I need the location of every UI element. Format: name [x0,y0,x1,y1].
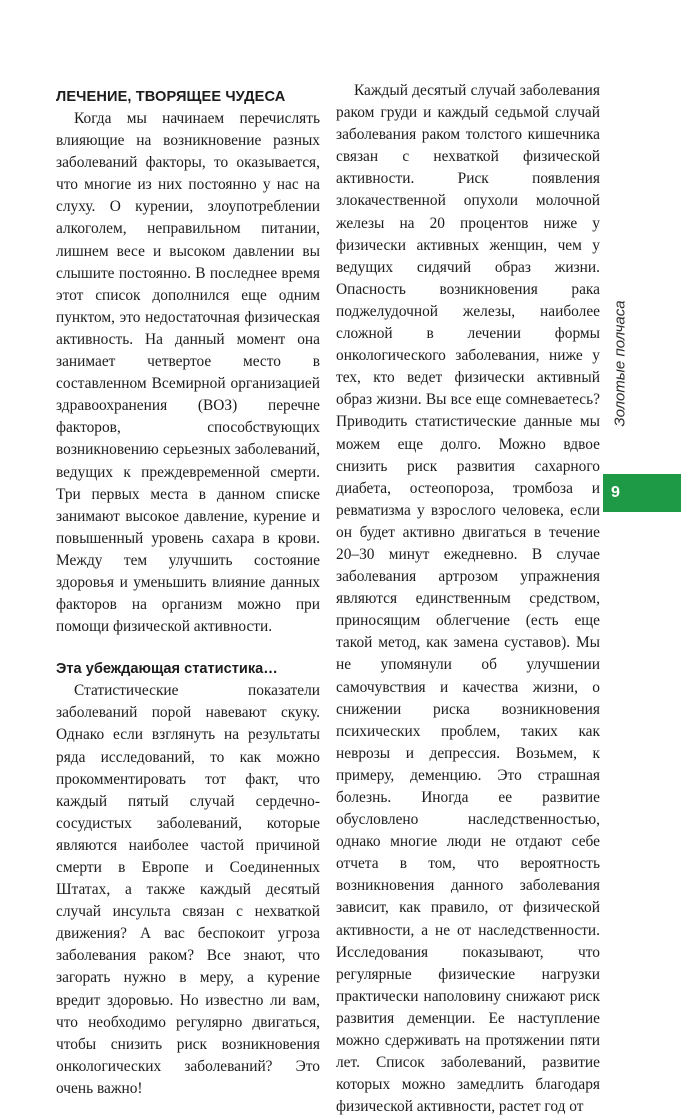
right-column [336,80,600,1118]
page-number: 9 [611,484,620,501]
section-heading: ЛЕЧЕНИЕ, ТВОРЯЩЕЕ ЧУДЕСА [56,89,286,105]
paragraph-intro: Когда мы начинаем перечислять влияющие на возникновение разных заболеваний факторы, то оказывается, что многие из них постоянно у нас на слуху. О курении, злоупотреблении алкоголем, неправильном питании, лишнем весе и высоком давлении вы слышите постоянно. В последнее время этот список дополнился еще одним пунктом, это недостаточная физическая активность. На данный момент она занимает четвертое место в составленном Всемирной организацией здравоохранения (ВОЗ) перечне факторов, способствующих возникновению серьезных заболеваний, ведущих к преждевременной смерти. Три первых места в данном списке занимают высокое давление, курение и повышенный уровень сахара в крови. Между тем улучшить состояние здоровья и уменьшить влияние данных факторов на организм можно при помощи физической активности. [56,110,320,636]
running-title [605,258,635,468]
subheading: Эта убеждающая статистика… [56,661,278,678]
paragraph-statistics: Статистические показатели заболеваний порой навевают скуку. Однако если взглянуть на результаты ряда исследований, то как можно прокомментировать тот факт, что каждый пятый случай сердечно-сосудистых заболеваний, которые являются наиболее частой причиной смерти в Европе и Соединенных Штатах, а также каждый десятый случай инсульта связан с нехваткой движения? А вас беспокоит угроза заболевания раком? Все знают, что загорать нужно в меру, а курение вредит здоровью. Но известно ли вам, что необходимо регулярно двигаться, чтобы снизить риск возникновения онкологических заболеваний? Это очень важно! [56,682,320,1097]
paragraph-diseases: Каждый десятый случай заболевания раком груди и каждый седьмой случай заболевания раком толстого кишечника связан с нехваткой физической активности. Риск появления злокачественной опухоли молочной железы на 20 процентов ниже у физически активных женщин, чем у ведущих сидячий образ жизни. Опасность возникновения рака поджелудочной железы, наиболее сложной в лечении формы онкологического заболевания, ниже у тех, кто ведет физически активный образ жизни. Вы все еще сомневаетесь? Приводить статистические данные мы можем еще долго. Можно вдвое снизить риск развития сахарного диабета, остеопороза, тромбоза и ревматизма у взрослого человека, если он будет активно двигаться в течение 20–30 минут ежедневно. В случае заболевания артрозом упражнения являются единственным средством, приносящим облегчение (есть еще такой метод, как замена суставов). Мы не упомянули об улучшении самочувствия и качества жизни, о снижении риска возникновения психических проблем, таких как неврозы и депрессия. Возьмем, к примеру, деменцию. Это страшная болезнь. Иногда ее развитие обусловлено наследственностью, однако многие люди не отдают себе отчета в том, что вероятность возникновения данного заболевания зависит, как правило, от физической активности, а не от наследственности. Исследования показывают, что регулярные физические нагрузки практически наполовину снижают риск развития деменции. Ее наступление можно сдерживать на протяжении пяти лет. Список заболеваний, развитие которых можно замедлить благодаря физической активности, растет год от [336,82,600,1116]
left-column [56,80,320,1100]
page-number-tab [603,474,681,512]
running-title-text: Золотые полчаса [611,299,629,427]
